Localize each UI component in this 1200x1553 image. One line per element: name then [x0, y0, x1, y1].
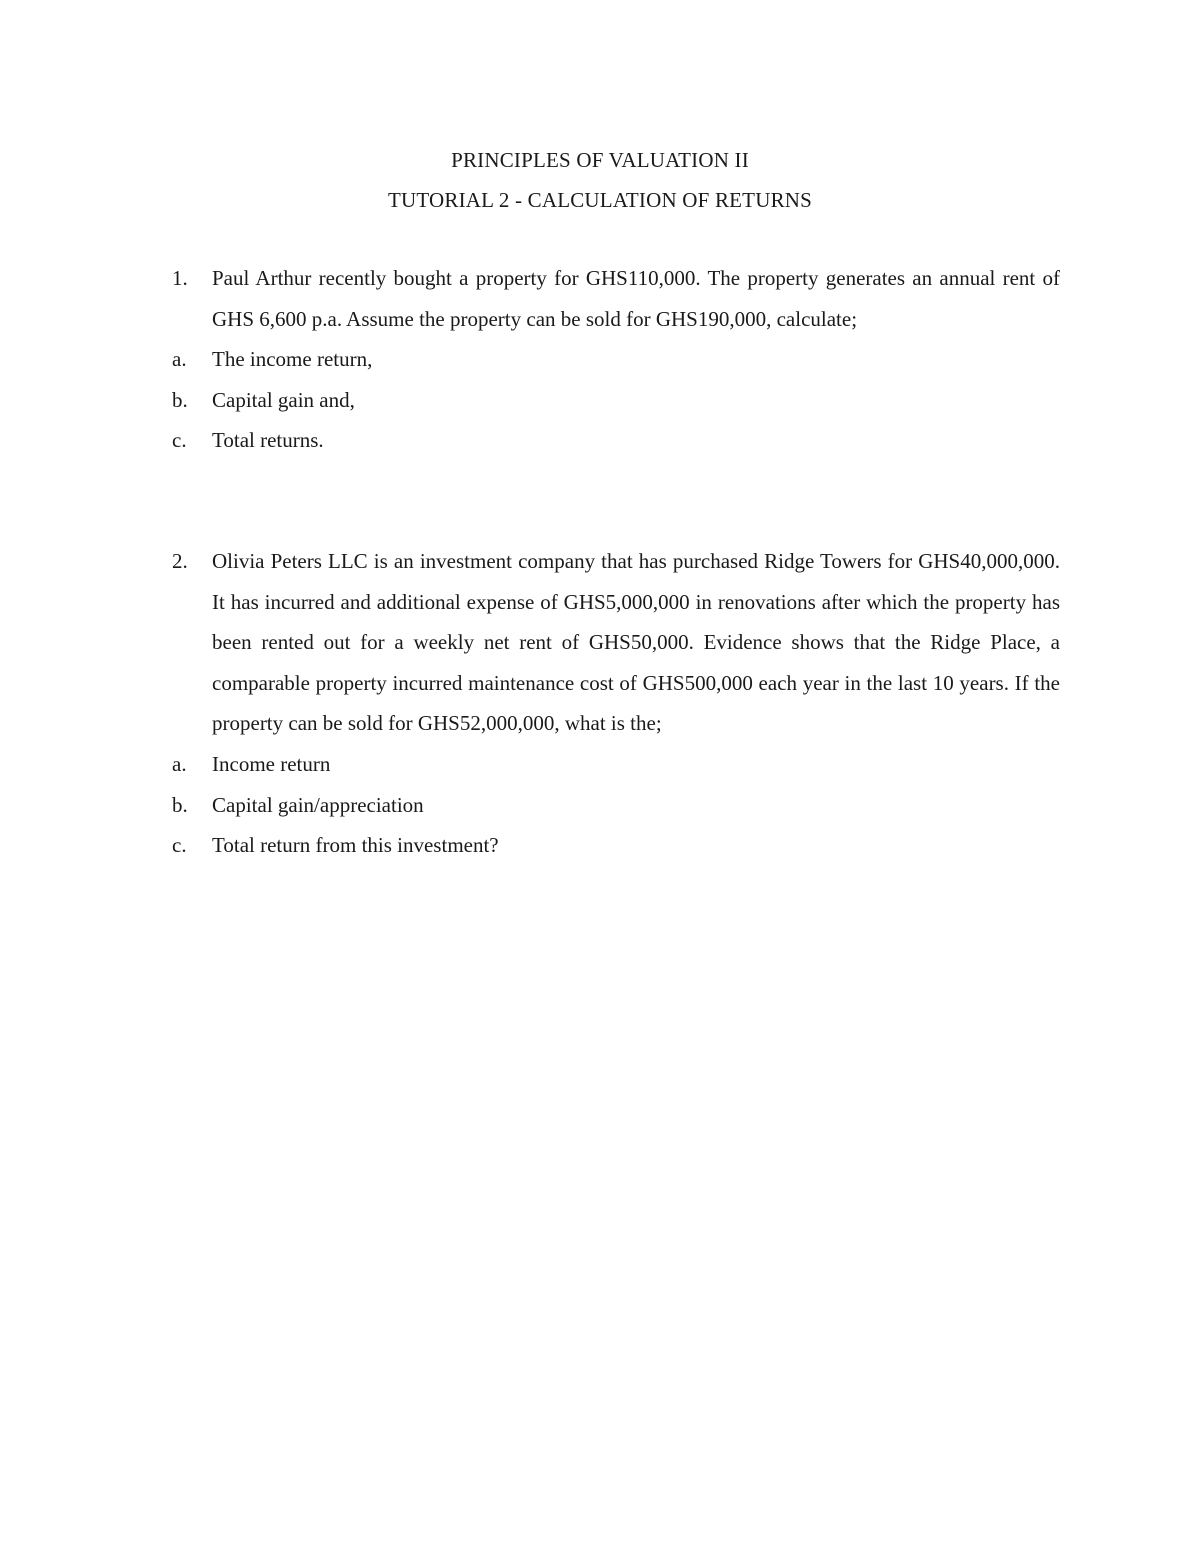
part-letter: c. — [172, 428, 187, 453]
question-text: Paul Arthur recently bought a property for GHS110,000. The property generates an annual rent of GHS 6,600 p.a. Assume the property can be sold for GHS190,000, calculate; — [212, 266, 1060, 331]
question-part — [172, 744, 1060, 785]
part-letter: b. — [172, 387, 188, 412]
part-text: Income return — [212, 751, 331, 776]
question-part — [172, 339, 1060, 380]
part-letter: c. — [172, 833, 187, 858]
question-2 — [172, 541, 1060, 866]
part-letter: a. — [172, 751, 187, 776]
part-letter: a. — [172, 347, 187, 372]
part-text: Capital gain/appreciation — [212, 792, 424, 817]
question-1 — [172, 258, 1060, 461]
tutorial-title: TUTORIAL 2 - CALCULATION OF RETURNS — [387, 188, 813, 212]
question-part — [172, 785, 1060, 826]
question-part — [172, 380, 1060, 421]
part-text: Total returns. — [212, 428, 324, 453]
part-text: The income return, — [212, 347, 373, 372]
question-part — [172, 420, 1060, 461]
question-part — [172, 825, 1060, 866]
question-number: 1. — [172, 266, 188, 290]
course-title: PRINCIPLES OF VALUATION II — [451, 148, 749, 172]
title-block — [0, 140, 1200, 220]
question-text: Olivia Peters LLC is an investment company that has purchased Ridge Towers for GHS40,000,000. It has incurred and additional expense of GHS5,000,000 in renovations after which the property has been rented out for a weekly net rent of GHS50,000. Evidence shows that the Ridge Place, a comparable property incurred maintenance cost of GHS500,000 each year in the last 10 years. If the property can be sold for GHS52,000,000, what is the; — [212, 549, 1060, 736]
part-text: Total return from this investment? — [212, 833, 499, 858]
part-text: Capital gain and, — [212, 387, 355, 412]
question-number: 2. — [172, 549, 188, 573]
part-letter: b. — [172, 792, 188, 817]
